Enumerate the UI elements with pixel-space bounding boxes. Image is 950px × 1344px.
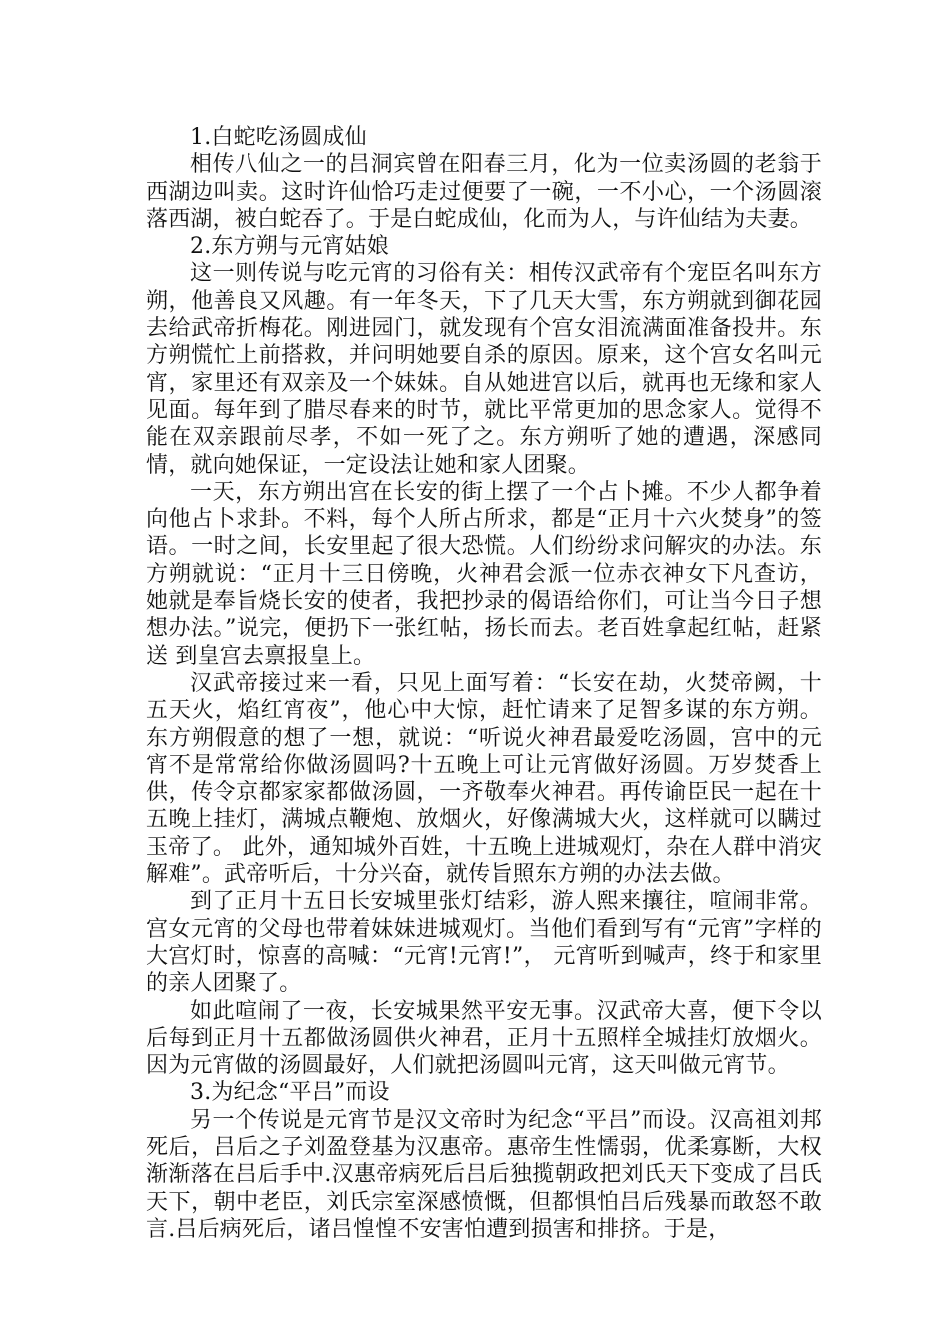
paragraph-pinglv: 另一个传说是元宵节是汉文帝时为纪念“平吕”而设。汉高祖刘邦死后，吕后之子刘盈登基为汉惠帝。惠帝生性懦弱，优柔寡断，大权渐渐落在吕后手中.汉惠帝病死后吕后独揽朝政把刘氏天下变成了吕氏天下，朝中老臣，刘氏宗室深感愤慨，但都惧怕吕后残暴而敢怒不敢言.吕后病死后，诸吕惶惶不安害怕遭到损害和排挤。于是， — [146, 1107, 822, 1242]
paragraph-dongfangshuo-intro: 这一则传说与吃元宵的习俗有关：相传汉武帝有个宠臣名叫东方朔，他善良又风趣。有一年冬天，下了几天大雪，东方朔就到御花园去给武帝折梅花。刚进园门，就发现有个宫女泪流满面准备投井。东方朔慌忙上前搭救，并问明她要自杀的原因。原来，这个宫女名叫元宵，家里还有双亲及一个妹妹。自从她进宫以后，就再也无缘和家人见面。每年到了腊尽春来的时节，就比平常更加的思念家人。觉得不能在双亲跟前尽孝，不如一死了之。东方朔听了她的遭遇，深感同情，就向她保证，一定设法让她和家人团聚。 — [146, 261, 822, 478]
paragraph-dongfangshuo-divination: 一天，东方朔出宫在长安的街上摆了一个占卜摊。不少人都争着向他占卜求卦。不料，每个人所占所求，都是“正月十六火焚身”的签语。一时之间，长安里起了很大恐慌。人们纷纷求问解灾的办法。东方朔就说：“正月十三日傍晚，火神君会派一位赤衣神女下凡查访，她就是奉旨烧长安的使者，我把抄录的偈语给你们，可让当今日子想想办法。”说完，便扔下一张红帖，扬长而去。老百姓拿起红帖，赶紧送 到皇宫去禀报皇上。 — [146, 479, 822, 669]
paragraph-hanwudi: 汉武帝接过来一看，只见上面写着：“长安在劫，火焚帝阙，十五天火，焰红宵夜”，他心中大惊，赶忙请来了足智多谋的东方朔。东方朔假意的想了一想，就说：“听说火神君最爱吃汤圆，宫中的元宵不是常常给你做汤圆吗?十五晚上可让元宵做好汤圆。万岁焚香上供，传令京都家家都做汤圆，一齐敬奉火神君。再传谕臣民一起在十五晚上挂灯，满城点鞭炮、放烟火，好像满城大火，这样就可以瞒过玉帝了。 此外，通知城外百姓，十五晚上进城观灯，杂在人群中消灾解难”。武帝听后，十分兴奋，就传旨照东方朔的办法去做。 — [146, 670, 822, 888]
section-heading-pinglv: 3.为纪念“平吕”而设 — [190, 1080, 390, 1106]
section-heading-baishe: 1.白蛇吃汤圆成仙 — [190, 125, 367, 150]
paragraph-baishe: 相传八仙之一的吕洞宾曾在阳春三月，化为一位卖汤圆的老翁于西湖边叫卖。这时许仙恰巧走过便要了一碗，一不小心，一个汤圆滚落西湖，被白蛇吞了。于是白蛇成仙，化而为人，与许仙结为夫妻。 — [146, 152, 822, 232]
section-heading-dongfangshuo: 2.东方朔与元宵姑娘 — [190, 234, 389, 260]
paragraph-yuanxiao-origin: 如此喧闹了一夜，长安城果然平安无事。汉武帝大喜，便下令以后每到正月十五都做汤圆供火神君，正月十五照样全城挂灯放烟火。因为元宵做的汤圆最好，人们就把汤圆叫元宵，这天叫做元宵节。 — [146, 998, 822, 1079]
paragraph-lantern-festival: 到了正月十五日长安城里张灯结彩，游人熙来攘往，喧闹非常。宫女元宵的父母也带着妹妹进城观灯。当他们看到写有“元宵”字样的大宫灯时，惊喜的高喊：“元宵!元宵!”， 元宵听到喊声，终于和家里的亲人团聚了。 — [146, 889, 822, 997]
document-page — [146, 124, 822, 1243]
